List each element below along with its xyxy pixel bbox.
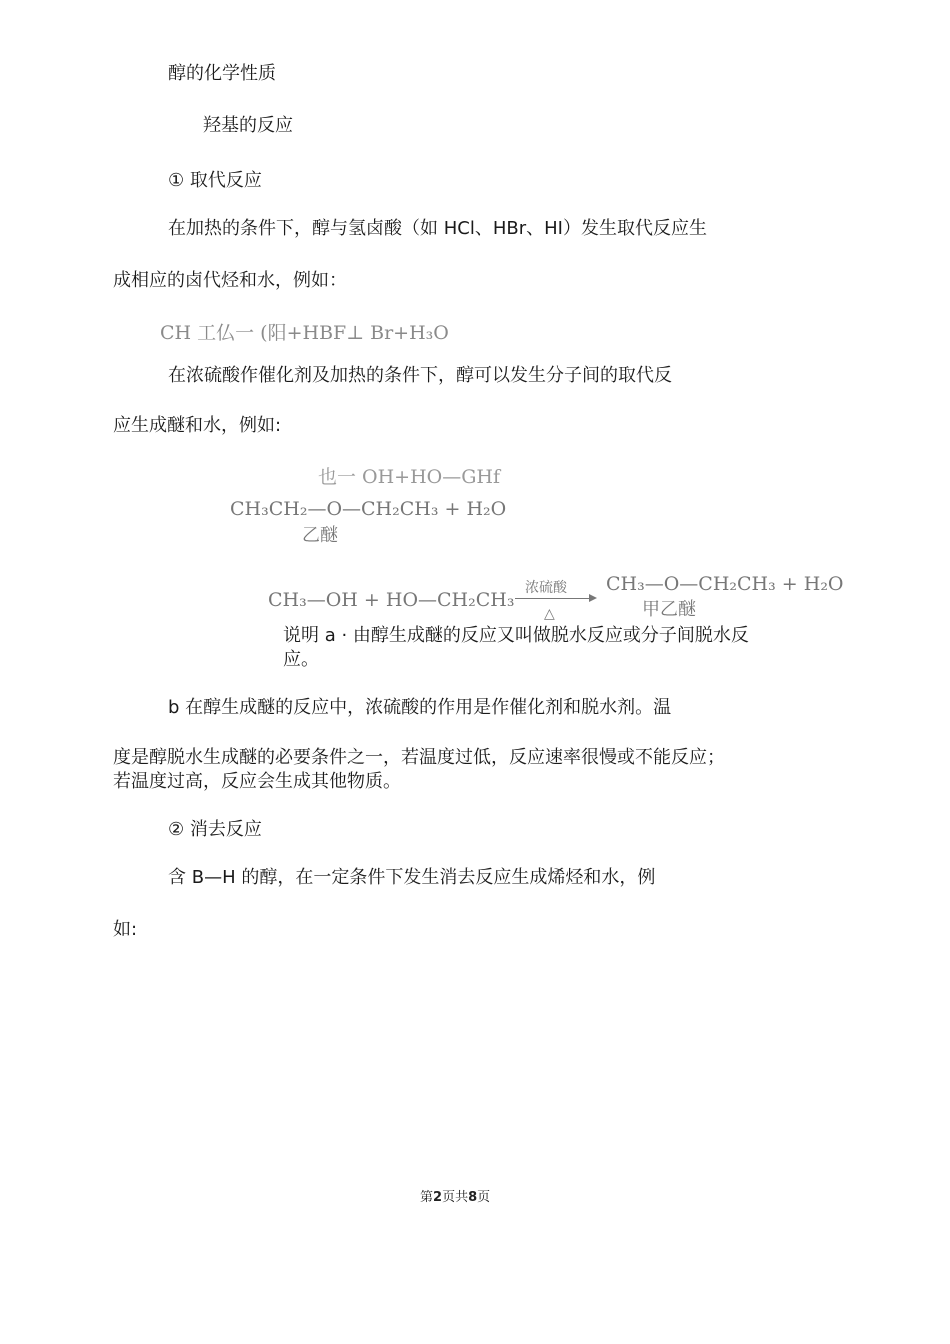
footer-middle: 页共 bbox=[442, 1190, 469, 1205]
equation-1: CH 工仏一 (阳+HBF⊥ Br+H₃O bbox=[160, 322, 449, 344]
section-title-elimination: ② 消去反应 bbox=[168, 819, 262, 840]
reaction-arrow-line bbox=[515, 598, 589, 599]
equation-3-condition-heat: △ bbox=[544, 606, 555, 622]
equation-3-products: CH₃—O—CH₂CH₃ + H₂O bbox=[606, 573, 844, 595]
heading-sub: 羟基的反应 bbox=[203, 115, 293, 136]
paragraph-3-line-3: 若温度过高，反应会生成其他物质。 bbox=[113, 771, 401, 792]
footer-prefix: 第 bbox=[420, 1190, 434, 1205]
section-title-substitution: ① 取代反应 bbox=[168, 170, 262, 191]
equation-3-condition-catalyst: 浓硫酸 bbox=[525, 580, 567, 596]
paragraph-4-line-2: 如: bbox=[113, 919, 138, 940]
paragraph-2-line-1: 在浓硫酸作催化剂及加热的条件下，醇可以发生分子间的取代反 bbox=[168, 365, 672, 386]
equation-2-product-label: 乙醚 bbox=[302, 525, 338, 546]
equation-3-reactants: CH₃—OH + HO—CH₂CH₃ bbox=[268, 589, 515, 611]
note-line-2: 应。 bbox=[283, 649, 319, 670]
paragraph-2-line-2: 应生成醚和水，例如: bbox=[113, 415, 282, 436]
equation-3-product-label: 甲乙醚 bbox=[642, 599, 696, 620]
paragraph-3-line-1: b 在醇生成醚的反应中，浓硫酸的作用是作催化剂和脱水剂。温 bbox=[168, 697, 672, 718]
footer-page-number: 2 bbox=[433, 1190, 443, 1205]
equation-2-product: CH₃CH₂—O—CH₂CH₃ + H₂O bbox=[230, 498, 507, 520]
reaction-arrow-icon bbox=[589, 594, 597, 602]
page-footer bbox=[420, 1189, 490, 1207]
footer-suffix: 页 bbox=[477, 1190, 491, 1205]
footer-total-pages: 8 bbox=[468, 1190, 478, 1205]
note-line-1: 说明 a · 由醇生成醚的反应又叫做脱水反应或分子间脱水反 bbox=[283, 625, 749, 646]
paragraph-1-line-1: 在加热的条件下，醇与氢卤酸（如 HCl、HBr、HI）发生取代反应生 bbox=[168, 218, 707, 239]
paragraph-1-line-2: 成相应的卤代烃和水，例如： bbox=[113, 270, 347, 291]
paragraph-4-line-1: 含 B—H 的醇，在一定条件下发生消去反应生成烯烃和水，例 bbox=[168, 867, 656, 888]
equation-2-reactants: 也一 OH+HO—GHf bbox=[318, 466, 501, 488]
heading-main: 醇的化学性质 bbox=[168, 63, 276, 84]
paragraph-3-line-2: 度是醇脱水生成醚的必要条件之一，若温度过低，反应速率很慢或不能反应； bbox=[113, 747, 725, 768]
